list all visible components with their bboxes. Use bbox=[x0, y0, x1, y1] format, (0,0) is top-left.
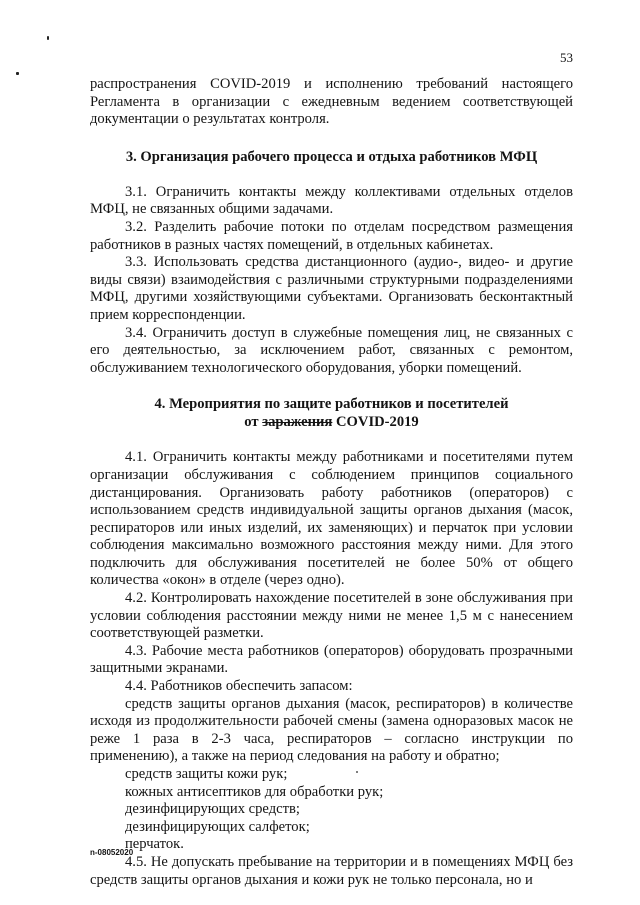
supply-item: дезинфицирующих салфеток; bbox=[125, 818, 310, 835]
paragraph-4-1: 4.1. Ограничить контакты между работниками и посетителями путем организации обслуживания с соблюдением принципов социального дистанцирования. Организовать работу работников (операторов) с использованием средств индивидуальной защиты органов дыхания (масок, респираторов или иных изделий, их заменяющих) и перчаток при условии соблюдения максимально возможного расстояния между ними. Для этого подключить для обслуживания посетителей не более 50% от общего количества «окон» в отделе (через одно). bbox=[90, 449, 573, 589]
paragraph-4-4-text: средств защиты органов дыхания (масок, респираторов) в количестве исходя из продолжительности рабочей смены (замена одноразовых масок не реже 1 раза в 2-3 часа, респираторов – согласно инструкции по применению), а также на период следования на работу и обратно; bbox=[90, 695, 573, 765]
struck-word: заражения bbox=[262, 414, 333, 431]
supply-item: дезинфицирующих средств; bbox=[125, 801, 300, 818]
document-body bbox=[90, 76, 573, 889]
supply-item: средств защиты кожи рук; bbox=[125, 766, 288, 782]
scan-speck bbox=[16, 72, 19, 75]
intro-paragraph: распространения COVID-2019 и исполнению требований настоящего Регламента в организации с ежедневным ведением соответствующей документации о результатах контроля. bbox=[90, 76, 573, 128]
section-4-title-line-1: 4. Мероприятия по защите работников и посетителей bbox=[154, 396, 509, 413]
paragraph-3-2: 3.2. Разделить рабочие потоки по отделам посредством размещения работников в разных частях помещений, в отдельных кабинетах. bbox=[90, 218, 573, 253]
paragraph-4-3: 4.3. Рабочие места работников (операторов) оборудовать прозрачными защитными экранами. bbox=[90, 642, 573, 677]
footer-document-code: n-08052020 bbox=[90, 848, 134, 857]
paragraph-3-4: 3.4. Ограничить доступ в служебные помещения лиц, не связанных с его деятельностью, за исключением работ, связанных с ремонтом, обслуживанием технологического оборудования, уборки помещений. bbox=[90, 324, 573, 376]
supply-item: кожных антисептиков для обработки рук; bbox=[125, 783, 384, 800]
title-rest: COVID-2019 bbox=[332, 414, 419, 431]
title-prefix: от bbox=[244, 414, 263, 431]
section-4-title-line-2 bbox=[90, 413, 573, 431]
paragraph-4-5: 4.5. Не допускать пребывание на территории и в помещениях МФЦ без средств защиты органов дыхания и кожи рук не только персонала, но и bbox=[90, 853, 573, 888]
section-3-title: 3. Организация рабочего процесса и отдыха работников МФЦ bbox=[125, 148, 538, 165]
paragraph-3-1: 3.1. Ограничить контакты между коллективами отдельных отделов МФЦ, не связанных общими задачами. bbox=[90, 183, 573, 218]
paragraph-3-3: 3.3. Использовать средства дистанционного (аудио-, видео- и другие виды связи) взаимодействия с различными структурными подразделениями МФЦ, другими хозяйствующими субъектами. Организовать бесконтактный прием корреспонденции. bbox=[90, 254, 573, 323]
paragraph-4-4: 4.4. Работников обеспечить запасом: bbox=[125, 678, 353, 695]
page-number: 53 bbox=[560, 50, 573, 65]
scan-speck bbox=[47, 36, 49, 40]
supply-item: перчаток. bbox=[125, 836, 184, 853]
paragraph-4-2: 4.2. Контролировать нахождение посетителей в зоне обслуживания при условии соблюдения расстоянии между ними не менее 1,5 м с нанесением соответствующей разметки. bbox=[90, 590, 573, 642]
section-4-title bbox=[90, 395, 573, 431]
